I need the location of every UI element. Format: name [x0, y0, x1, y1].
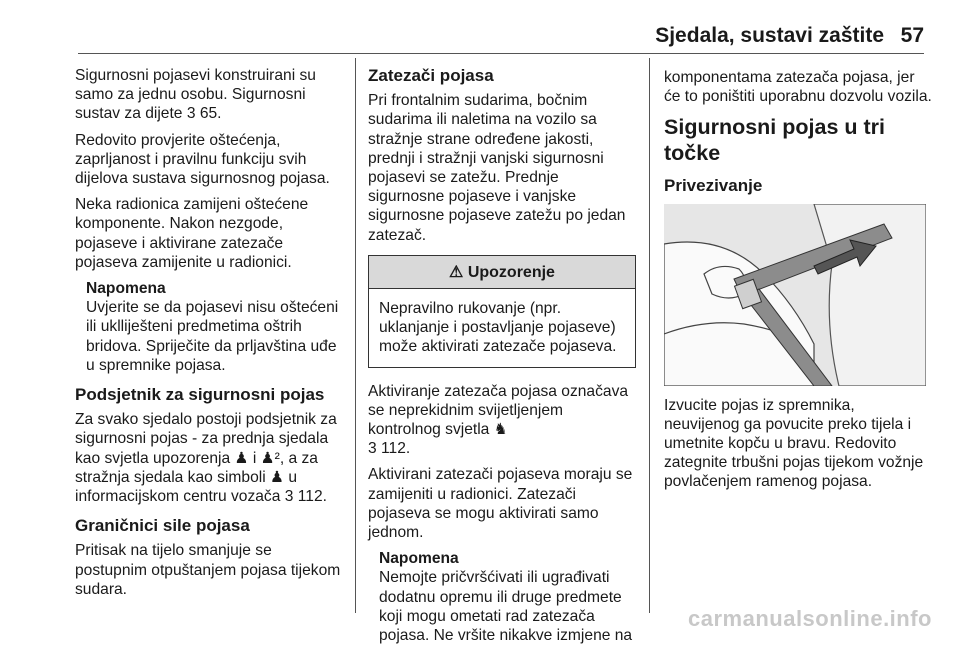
page-header — [0, 24, 960, 54]
paragraph-text: , a za stražnja sjedala kao simboli — [75, 449, 318, 486]
note-block — [368, 549, 636, 645]
note-text: Nemojte pričvršćivati ili ugrađivati dodatnu opremu ili druge predmete koji mogu ometati rad zatezača pojasa. Ne vršite nikakve izmjene na — [379, 569, 633, 645]
paragraph: Neka radionica zamijeni oštećene komponente. Nakon nezgode, pojaseve i aktivirane zatezače pojaseva zamijenite u radionici. — [75, 196, 309, 271]
note-text: Uvjerite se da pojasevi nisu oštećeni ili uklliješteni predmetima oštrih bridova. Spriječite da prljavština uđe u spremnike pojasa. — [86, 299, 339, 374]
note-title: Napomena — [86, 280, 166, 298]
section-heading: Sigurnosni pojas u tri točke — [664, 115, 885, 166]
warning-triangle-icon: ⚠ — [449, 263, 464, 281]
note-block — [75, 279, 345, 375]
page-reference: 3 65. — [186, 105, 222, 123]
note-title: Napomena — [379, 550, 459, 568]
paragraph: Pri frontalnim sudarima, bočnim sudarima ili naletima na vozilo sa stražnje strane određene jakosti, prednji i stražnji vanjski sigurnosni pojasevi se zatežu. Prednje sigurnosne pojaseve i vanjske sigurnosne pojaseve zatežu po jedan zatezač. — [368, 92, 626, 244]
paragraph: komponentama zatezača pojasa, jer će to poništiti uporabnu dozvolu vozila. — [664, 69, 932, 106]
paragraph — [75, 410, 345, 506]
seatbelt-drawing — [664, 204, 926, 386]
section-heading: Zatezači pojasa — [368, 66, 494, 85]
seatbelt-illustration — [664, 204, 926, 386]
seatbelt-warning-icon: ♟ — [270, 468, 285, 486]
seatbelt-warning-icon: ♟ — [234, 449, 249, 467]
watermark-text: carmanualsonline.info — [688, 606, 932, 631]
seatbelt-warning-2-icon: ♟² — [260, 449, 280, 467]
header-divider — [78, 53, 924, 54]
column-3 — [664, 68, 932, 499]
paragraph: Pritisak na tijelo smanjuje se postupnim otpuštanjem pojasa tijekom sudara. — [75, 542, 341, 598]
paragraph — [368, 382, 636, 459]
warning-text: Nepravilno rukovanje (npr. uklanjanje i postavljanje pojaseve) može aktivirati zatezače pojaseva. — [379, 300, 617, 356]
warning-header — [369, 256, 635, 289]
page-reference: 3 112. — [284, 488, 327, 506]
warning-title: Upozorenje — [467, 263, 555, 281]
page-title: Sjedala, sustavi zaštite — [655, 24, 884, 47]
paragraph-text: Sigurnosni pojasevi konstruirani su samo za jednu osobu. Sigurnosni sustav za dijete — [75, 67, 316, 123]
paragraph: Aktivirani zatezači pojaseva moraju se zamijeniti u radionici. Zatezači pojaseva se mogu aktivirati samo jednom. — [368, 466, 633, 542]
column-1 — [75, 66, 345, 606]
subsection-heading: Privezivanje — [664, 176, 763, 196]
column-divider-2 — [649, 58, 650, 613]
column-2 — [368, 66, 636, 653]
paragraph — [75, 66, 345, 124]
paragraph-text: Za svako sjedalo postoji podsjetnik za sigurnosni pojas - za prednja sjedala kao svjetla upozorenja — [75, 411, 337, 467]
paragraph-text: i — [252, 449, 257, 467]
paragraph: Izvucite pojas iz spremnika, neuvijenog ga povucite preko tijela i umetnite kopču u bravu. Redovito zategnite trbušni pojas tijekom vožnje povlačenjem ramenog pojasa. — [664, 396, 924, 491]
page-number: 57 — [900, 24, 924, 47]
pretensioner-warning-icon: ♞ — [493, 421, 508, 439]
page-reference: 3 112. — [368, 440, 411, 458]
warning-box — [368, 255, 636, 368]
paragraph-text: Aktiviranje zatezača pojasa označava se neprekidnim svijetljenjem kontrolnog svjetla — [368, 382, 629, 439]
paragraph-text: u informacijskom centru vozača — [75, 468, 298, 506]
paragraph: Redovito provjerite oštećenja, zaprljanost i pravilnu funkciju svih dijelova sustava sigurnosnog pojasa. — [75, 131, 330, 188]
section-heading: Podsjetnik za sigurnosni pojas — [75, 385, 325, 405]
section-heading: Graničnici sile pojasa — [75, 516, 250, 536]
column-divider-1 — [355, 58, 356, 613]
